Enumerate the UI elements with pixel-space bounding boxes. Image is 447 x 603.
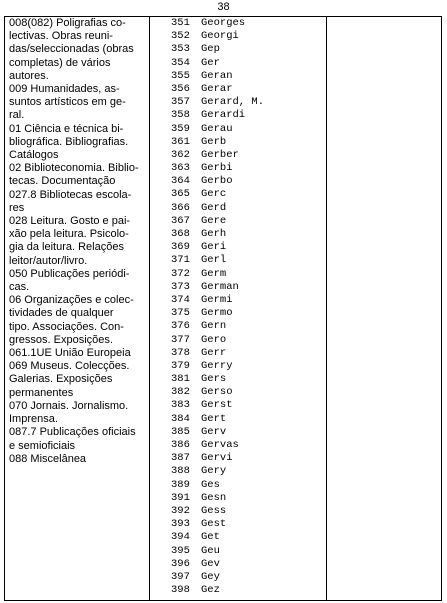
author-row	[155, 558, 323, 571]
author-row	[155, 136, 323, 149]
author-row	[155, 571, 323, 584]
author-number: 396	[171, 557, 190, 570]
class-entry-line: 028 Leitura. Gosto e pai-	[9, 215, 131, 228]
author-row	[155, 70, 323, 83]
author-number: 367	[171, 214, 190, 227]
class-entry-line: autores.	[9, 69, 49, 82]
author-number: 392	[171, 504, 190, 517]
author-name: Gerst	[201, 399, 233, 412]
author-name: Gerb	[201, 135, 227, 148]
author-name: Gers	[201, 373, 227, 386]
author-name: Gerl	[201, 254, 227, 267]
author-row	[155, 162, 323, 175]
author-row	[155, 268, 323, 281]
author-row	[155, 426, 323, 439]
author-name: Gess	[201, 504, 227, 517]
column-divider	[326, 17, 327, 600]
author-row	[155, 465, 323, 478]
author-name: Gerc	[201, 188, 227, 201]
author-number: 359	[171, 122, 190, 135]
author-number: 384	[171, 412, 190, 425]
author-number: 389	[171, 478, 190, 491]
author-row	[155, 413, 323, 426]
class-entry	[9, 268, 147, 294]
author-number: 378	[171, 346, 190, 359]
class-entry-line: 009 Humanidades, as-	[9, 83, 120, 96]
author-number: 362	[171, 148, 190, 161]
author-number: 371	[171, 254, 190, 267]
author-name: Ges	[201, 478, 220, 491]
author-name: Geran	[201, 69, 233, 82]
author-number: 394	[171, 531, 190, 544]
author-name: Gev	[201, 557, 220, 570]
author-row	[155, 531, 323, 544]
author-row	[155, 281, 323, 294]
author-row	[155, 505, 323, 518]
class-entry-line: xão pela leitura. Psicolo-	[9, 228, 129, 241]
class-entry-line: completas) de vários	[9, 56, 111, 69]
author-name: Germi	[201, 293, 233, 306]
author-table-column	[155, 17, 323, 597]
author-number: 356	[171, 82, 190, 95]
author-number: 375	[171, 307, 190, 320]
author-row	[155, 57, 323, 70]
author-number: 376	[171, 320, 190, 333]
author-name: Gerry	[201, 359, 233, 372]
author-name: Gert	[201, 412, 227, 425]
author-row	[155, 188, 323, 201]
author-name: Gest	[201, 518, 227, 531]
class-entry-line: suntos artísticos em ge-	[9, 96, 126, 109]
subject-classes-column	[9, 17, 147, 466]
class-entry	[9, 360, 147, 400]
class-entry-line: das/seleccionadas (obras	[9, 43, 134, 56]
author-name: Gerd	[201, 201, 227, 214]
class-entry-line: 069 Museus. Colecções.	[9, 360, 130, 373]
author-name: Get	[201, 531, 220, 544]
author-row	[155, 254, 323, 267]
author-row	[155, 334, 323, 347]
author-row	[155, 294, 323, 307]
author-number: 388	[171, 465, 190, 478]
author-row	[155, 399, 323, 412]
author-row	[155, 123, 323, 136]
author-number: 366	[171, 201, 190, 214]
author-row	[155, 307, 323, 320]
author-row	[155, 439, 323, 452]
author-row	[155, 320, 323, 333]
author-name: Gerber	[201, 148, 239, 161]
class-entry	[9, 83, 147, 123]
class-entry-line: 070 Jornais. Jornalismo.	[9, 399, 129, 412]
author-row	[155, 545, 323, 558]
author-name: Gervas	[201, 439, 239, 451]
author-number: 373	[171, 280, 190, 293]
class-entry-line: Galerias. Exposições	[9, 373, 113, 386]
class-entry-line: res	[9, 201, 25, 214]
author-row	[155, 373, 323, 386]
class-entry	[9, 400, 147, 426]
author-name: Gerbi	[201, 162, 233, 175]
author-name: Gerso	[201, 386, 233, 399]
author-name: Gerbo	[201, 175, 233, 188]
author-name: Geu	[201, 544, 220, 557]
class-entry-line: Catálogos	[9, 149, 59, 162]
author-row	[155, 175, 323, 188]
class-entry-line: 050 Publicações periódi-	[9, 267, 130, 280]
author-name: Gey	[201, 570, 220, 583]
author-number: 398	[171, 584, 190, 597]
author-name: Gern	[201, 320, 227, 333]
author-row	[155, 584, 323, 597]
author-name: Gero	[201, 333, 227, 346]
author-number: 353	[171, 43, 190, 56]
author-number: 354	[171, 56, 190, 69]
author-name: Gerau	[201, 122, 233, 135]
author-name: Gerard, M.	[201, 96, 265, 109]
author-name: Gerv	[201, 425, 227, 438]
author-number: 364	[171, 175, 190, 188]
page-number: 38	[217, 1, 230, 13]
class-entry	[9, 189, 147, 215]
author-name: Gery	[201, 465, 227, 478]
class-entry-line: 088 Miscelânea	[9, 452, 87, 465]
author-number: 363	[171, 162, 190, 175]
class-entry	[9, 17, 147, 83]
author-number: 351	[171, 17, 190, 29]
author-number: 368	[171, 228, 190, 240]
class-entry	[9, 294, 147, 347]
class-entry-line: leitor/autor/livro.	[9, 254, 88, 267]
author-number: 365	[171, 188, 190, 201]
class-entry-line: tecas. Documentação	[9, 175, 116, 188]
column-divider	[149, 17, 150, 600]
author-name: Gerardi	[201, 109, 246, 122]
author-number: 374	[171, 293, 190, 306]
author-name: Geri	[201, 241, 227, 254]
author-row	[155, 360, 323, 373]
author-name: Gerr	[201, 346, 227, 359]
author-number: 352	[171, 30, 190, 43]
class-entry-line: ral.	[9, 109, 25, 122]
author-name: German	[201, 280, 239, 293]
author-row	[155, 479, 323, 492]
classification-table	[4, 16, 442, 601]
author-number: 387	[171, 452, 190, 465]
class-entry-line: 02 Biblioteconomia. Biblio-	[9, 162, 139, 175]
class-entry-line: tividades de qualquer	[9, 307, 114, 320]
class-entry	[9, 453, 147, 466]
author-row	[155, 518, 323, 531]
author-number: 385	[171, 425, 190, 438]
author-name: Gerh	[201, 228, 227, 240]
author-name: Germ	[201, 267, 227, 280]
author-name: Gep	[201, 43, 220, 56]
class-entry-line: 027.8 Bibliotecas escola-	[9, 188, 132, 201]
author-number: 372	[171, 267, 190, 280]
author-name: Gere	[201, 214, 227, 227]
author-row	[155, 96, 323, 109]
author-row	[155, 492, 323, 505]
author-row	[155, 109, 323, 122]
class-entry-line: 087.7 Publicações oficiais	[9, 426, 136, 439]
author-name: Georges	[201, 17, 246, 29]
author-name: Gervi	[201, 452, 233, 465]
class-entry	[9, 123, 147, 163]
author-name: Gesn	[201, 491, 227, 504]
class-entry-line: gressos. Exposições.	[9, 333, 113, 346]
author-name: Georgi	[201, 30, 239, 43]
author-row	[155, 215, 323, 228]
author-number: 379	[171, 359, 190, 372]
class-entry	[9, 162, 147, 188]
author-row	[155, 452, 323, 465]
class-entry-line: gia da leitura. Relações	[9, 241, 124, 254]
author-number: 383	[171, 399, 190, 412]
author-number: 355	[171, 69, 190, 82]
author-row	[155, 83, 323, 96]
author-row	[155, 17, 323, 30]
author-row	[155, 228, 323, 241]
class-entry-line: 008(082) Poligrafias co-	[9, 17, 126, 29]
author-number: 386	[171, 439, 190, 451]
author-number: 397	[171, 570, 190, 583]
author-row	[155, 149, 323, 162]
class-entry-line: lectivas. Obras reuni-	[9, 30, 113, 43]
class-entry-line: tipo. Associações. Con-	[9, 320, 124, 333]
author-row	[155, 241, 323, 254]
author-row	[155, 347, 323, 360]
author-number: 369	[171, 241, 190, 254]
author-number: 395	[171, 544, 190, 557]
author-name: Gez	[201, 584, 220, 597]
class-entry	[9, 215, 147, 268]
author-row	[155, 43, 323, 56]
class-entry-line: cas.	[9, 281, 30, 294]
author-row	[155, 30, 323, 43]
class-entry-line: 06 Organizações e colec-	[9, 294, 134, 307]
class-entry-line: e semioficiais	[9, 439, 76, 452]
author-name: Gerar	[201, 82, 233, 95]
author-number: 393	[171, 518, 190, 531]
author-name: Germo	[201, 307, 233, 320]
author-number: 357	[171, 96, 190, 109]
class-entry-line: bliográfica. Bibliografias.	[9, 135, 129, 148]
author-number: 382	[171, 386, 190, 399]
class-entry	[9, 347, 147, 360]
author-name: Ger	[201, 56, 220, 69]
author-number: 377	[171, 333, 190, 346]
author-row	[155, 386, 323, 399]
author-number: 358	[171, 109, 190, 122]
author-number: 381	[171, 373, 190, 386]
author-number: 391	[171, 491, 190, 504]
class-entry-line: 01 Ciência e técnica bi-	[9, 122, 124, 135]
class-entry-line: permanentes	[9, 386, 74, 399]
class-entry	[9, 426, 147, 452]
author-row	[155, 202, 323, 215]
author-number: 361	[171, 135, 190, 148]
class-entry-line: 061.1UE União Europeia	[9, 347, 131, 360]
class-entry-line: Imprensa.	[9, 413, 58, 426]
